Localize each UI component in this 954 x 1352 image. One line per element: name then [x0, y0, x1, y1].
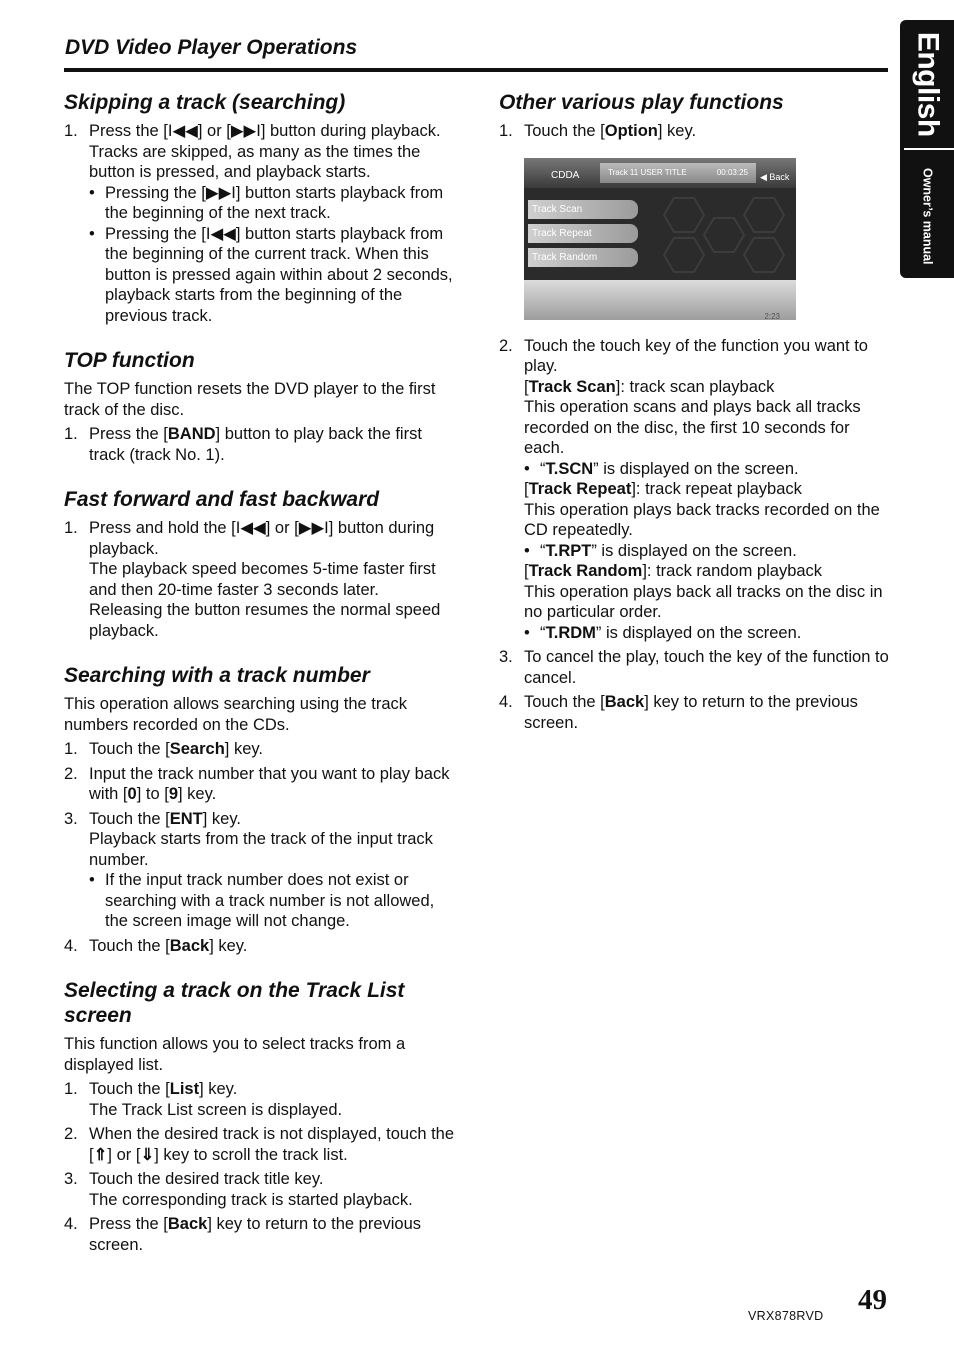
step-text: Touch the [Back] key to return to the previous screen. [524, 693, 858, 732]
step-text: Input the track number that you want to play back with [0] to [9] key. [89, 764, 450, 803]
step-1 [64, 739, 456, 760]
key-name: Option [604, 122, 658, 140]
indicator-name: T.SCN [545, 459, 594, 478]
back-button[interactable]: ◀ Back [760, 171, 790, 182]
left-column [64, 90, 456, 1277]
step-note: This operation plays back tracks recorded on the CD repeatedly. [524, 500, 880, 539]
step-number: 3. [64, 809, 78, 828]
step-number: 1. [64, 519, 78, 537]
step-1 [64, 518, 456, 641]
step-note: This operation scans and plays back all tracks recorded on the disc, the first 10 seconds for each. [524, 398, 861, 457]
step-number: 3. [64, 1170, 78, 1188]
bullet-item: • “T.SCN” is displayed on the screen. [524, 459, 799, 478]
key-name: Search [169, 740, 225, 758]
step-number: 2. [64, 764, 78, 783]
bullet-icon: • [524, 459, 530, 478]
bullet-icon: • [89, 871, 95, 889]
bullet-icon: • [89, 224, 95, 243]
step-number: 1. [499, 122, 513, 140]
track-info-bar [600, 163, 756, 183]
next-track-icon: ▶▶I [230, 122, 261, 140]
header-rule [64, 68, 888, 72]
step-3 [64, 1169, 456, 1210]
bullet-item: • Pressing the [▶▶I] button starts playback from the beginning of the next track. [89, 183, 444, 222]
step-text: Touch the touch key of the function you want to play. [524, 336, 868, 375]
step-number: 1. [64, 425, 78, 443]
key-name: Track Scan [528, 377, 616, 396]
section-intro: This operation allows searching using the track numbers recorded on the CDs. [64, 695, 408, 734]
section-track-list [64, 978, 456, 1255]
step-1 [64, 121, 456, 326]
section-other-functions [499, 90, 891, 733]
bullet-item: • Pressing the [I◀◀] button starts playback from the beginning of the current track. When this button is pressed again within about 2 seconds, playback starts from the beginning of the previous track. [89, 224, 453, 325]
section-heading: Fast forward and fast backward [64, 488, 380, 511]
manual-label-box [900, 154, 954, 278]
right-column [499, 90, 891, 755]
step-2 [499, 336, 891, 644]
key-name: 0 [127, 785, 137, 803]
step-number: 4. [64, 1215, 78, 1233]
section-heading: Selecting a track on the Track List screen [64, 979, 405, 1027]
key-name: Back [604, 693, 645, 711]
step-text: Touch the [Option] key. [524, 122, 697, 140]
step-number: 1. [64, 740, 78, 758]
section-skipping [64, 90, 456, 326]
scroll-down-icon: ⇓ [140, 1145, 155, 1164]
step-number: 2. [499, 336, 513, 355]
step-text: Press the [I◀◀] or [▶▶I] button during playback. [89, 122, 441, 140]
next-track-icon: ▶▶I [205, 183, 236, 202]
section-header-title: DVD Video Player Operations [65, 36, 358, 59]
section-intro: The TOP function resets the DVD player to the first track of the disc. [64, 380, 436, 419]
step-note: This operation plays back all tracks on the disc in no particular order. [524, 582, 883, 621]
source-label: CDDA [551, 169, 580, 181]
key-name: 9 [168, 785, 178, 803]
section-top-function [64, 348, 456, 465]
bullet-icon: • [524, 623, 530, 642]
language-side-tab [900, 20, 954, 278]
step-note: The playback speed becomes 5-time faster first and then 20-time faster 3 seconds later. Releasing the button resumes the normal speed playback. [89, 560, 441, 640]
step-number: 1. [64, 122, 78, 140]
step-note: Tracks are skipped, as many as the times the button is pressed, and playback starts. [89, 142, 421, 181]
step-number: 1. [64, 1080, 78, 1098]
bullet-item: • If the input track number does not exist or searching with a track number is not allowed, the screen image will not change. [89, 871, 435, 930]
side-tab-divider [904, 148, 954, 150]
step-text: Press and hold the [I◀◀] or [▶▶I] button during playback. [89, 519, 435, 558]
step-2 [64, 764, 456, 805]
key-name: Track Repeat [528, 480, 632, 498]
page-number: 49 [858, 1284, 887, 1316]
clock: 2:23 [764, 311, 780, 320]
key-name: ENT [169, 809, 203, 828]
step-text: Touch the [ENT] key. [89, 809, 241, 828]
model-number: VRX878RVD [748, 1309, 824, 1323]
track-scan-desc: [Track Scan]: track scan playback [524, 377, 775, 396]
step-note: The Track List screen is displayed. [89, 1100, 343, 1119]
section-fast-forward [64, 487, 456, 641]
track-scan-button[interactable]: Track Scan [528, 200, 638, 219]
key-name: Back [167, 1215, 208, 1233]
track-title: Track 11 USER TITLE [608, 167, 687, 177]
indicator-name: T.RPT [545, 541, 592, 560]
bullet-item: • “T.RPT” is displayed on the screen. [524, 541, 797, 560]
section-heading: Searching with a track number [64, 664, 370, 687]
step-number: 2. [64, 1125, 78, 1143]
step-text: Touch the [Back] key. [89, 936, 248, 955]
section-heading: TOP function [64, 349, 195, 372]
track-repeat-button[interactable]: Track Repeat [528, 224, 638, 243]
screen-bottom-bar [524, 280, 796, 320]
track-counter: 00:03:25 [716, 167, 748, 177]
scroll-up-icon: ⇑ [93, 1145, 108, 1164]
bullet-icon: • [524, 541, 530, 560]
step-text: To cancel the play, touch the key of the function to cancel. [524, 648, 889, 687]
step-note: Playback starts from the track of the input track number. [89, 830, 433, 869]
track-random-desc: [Track Random]: track random playback [524, 562, 823, 580]
track-random-button[interactable]: Track Random [528, 248, 638, 267]
step-3 [64, 809, 456, 932]
key-name: Track Random [528, 562, 643, 580]
key-name: BAND [167, 425, 216, 443]
key-name: Back [169, 936, 210, 955]
manual-label: Owner’s manual [920, 167, 935, 265]
section-search-track-number [64, 663, 456, 956]
step-number: 4. [64, 936, 78, 955]
previous-track-icon: I◀◀ [205, 224, 236, 243]
step-note: The corresponding track is started playback. [89, 1190, 413, 1209]
step-1 [64, 1079, 456, 1120]
step-4 [64, 1214, 456, 1255]
bullet-icon: • [89, 183, 95, 202]
step-number: 4. [499, 693, 513, 711]
previous-track-icon: I◀◀ [235, 519, 266, 537]
step-1 [499, 121, 891, 142]
step-text: Touch the [List] key. [89, 1080, 238, 1098]
step-text: Touch the desired track title key. [89, 1170, 324, 1188]
key-name: List [169, 1080, 200, 1098]
track-repeat-desc: [Track Repeat]: track repeat playback [524, 480, 802, 498]
step-text: Press the [BAND] button to play back the first track (track No. 1). [89, 425, 422, 464]
section-heading: Other various play functions [499, 91, 784, 114]
step-1 [64, 424, 456, 465]
step-text: Press the [Back] key to return to the previous screen. [89, 1215, 422, 1254]
step-text: Touch the [Search] key. [89, 740, 263, 758]
next-track-icon: ▶▶I [298, 519, 329, 537]
section-intro: This function allows you to select tracks from a displayed list. [64, 1035, 406, 1074]
section-heading: Skipping a track (searching) [64, 91, 346, 114]
step-number: 3. [499, 648, 513, 666]
language-label-box [900, 20, 954, 148]
step-3 [499, 647, 891, 688]
option-screen-screenshot [524, 158, 796, 320]
language-label: English [911, 31, 945, 137]
step-2 [64, 1124, 456, 1165]
indicator-name: T.RDM [545, 623, 596, 642]
previous-track-icon: I◀◀ [167, 122, 198, 140]
step-4 [64, 936, 456, 957]
step-4 [499, 692, 891, 733]
step-text: When the desired track is not displayed, touch the [⇑] or [⇓] key to scroll the track list. [89, 1125, 455, 1164]
bullet-item: • “T.RDM” is displayed on the screen. [524, 623, 802, 642]
